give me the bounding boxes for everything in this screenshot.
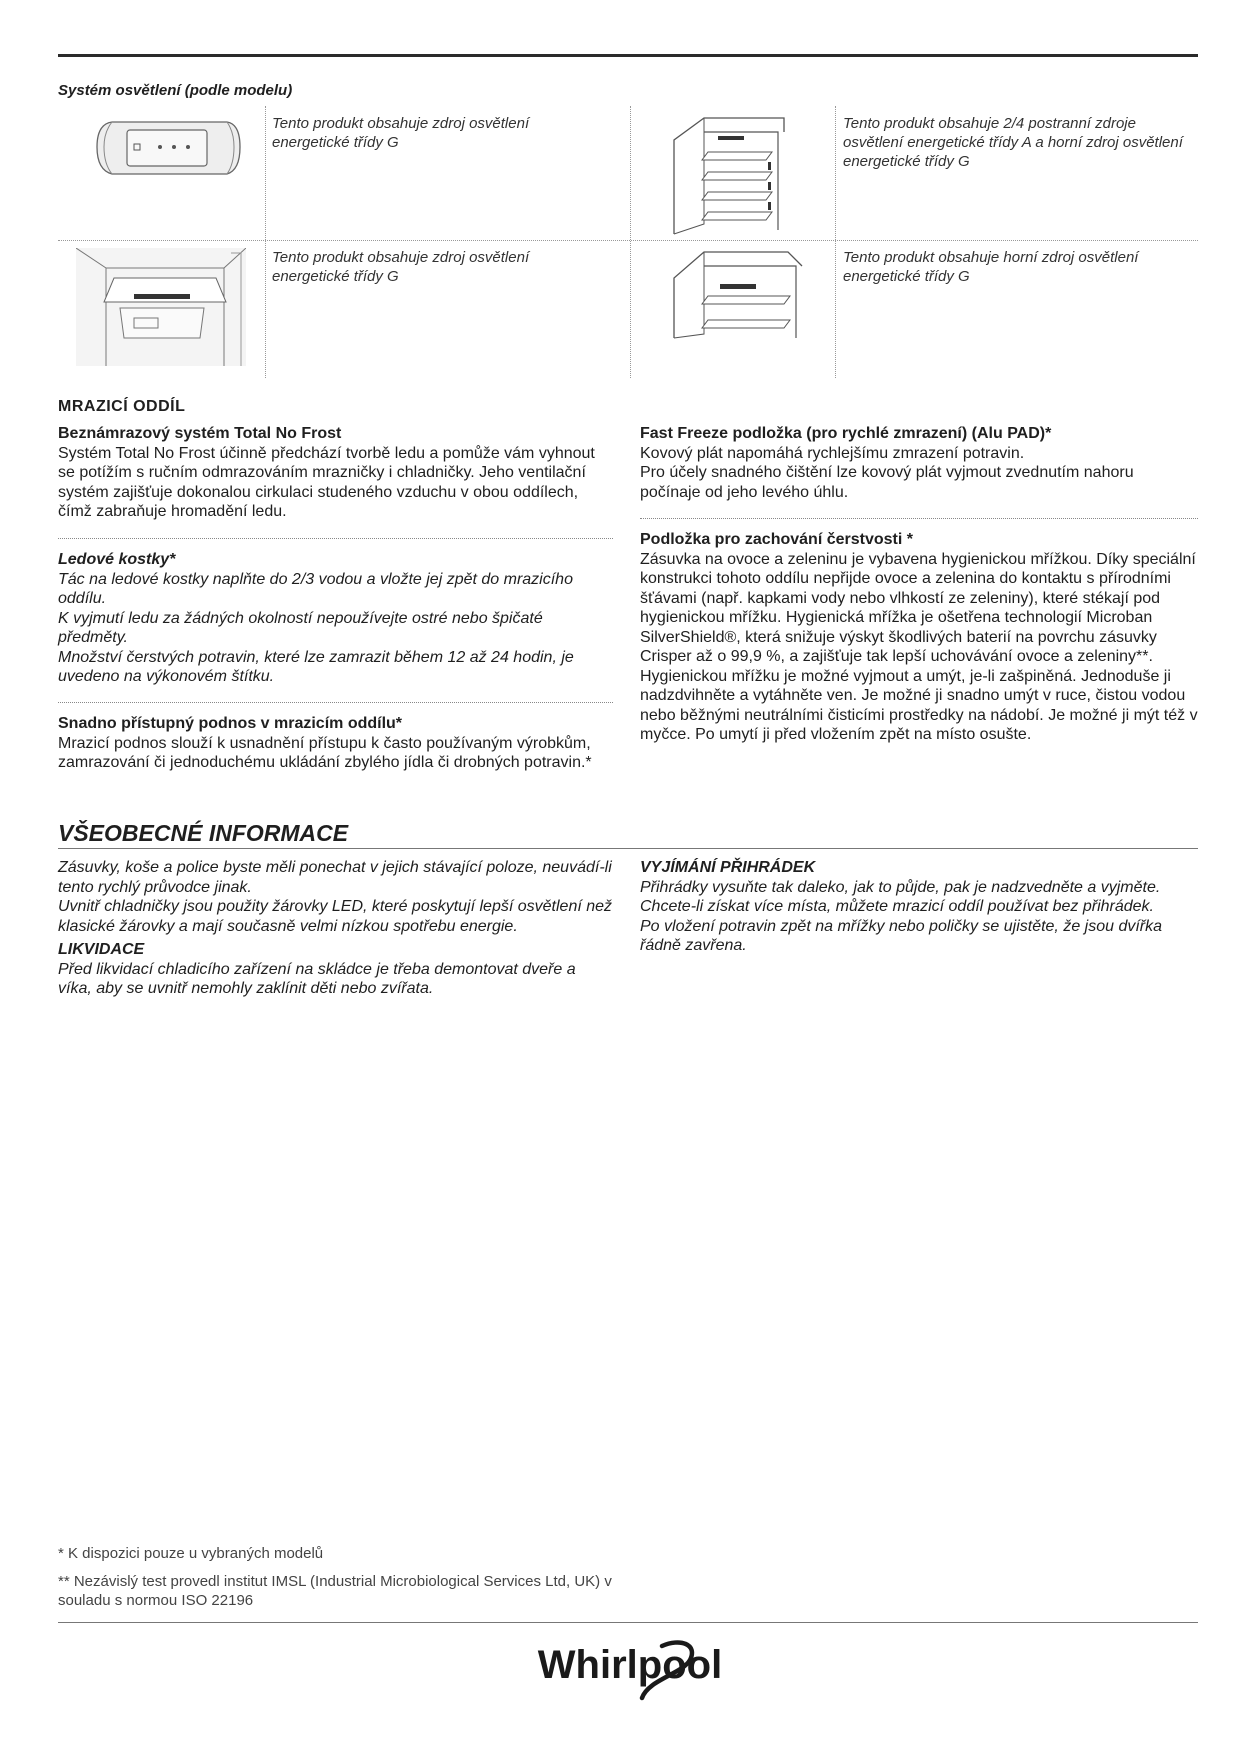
top-rule <box>58 54 1198 57</box>
grid-divider <box>630 106 631 378</box>
grid-divider <box>265 106 266 378</box>
lighting-title: Systém osvětlení (podle modelu) <box>58 82 293 99</box>
footnote-2: ** Nezávislý test provedl institut IMSL (Industrial Microbiological Services Ltd, UK) v souladu s normou ISO 22196 <box>58 1573 612 1609</box>
general-text: Zásuvky, koše a police byste měli ponechat v jejich stávající poloze, neuvádí-li tento rychlý průvodce jinak. <box>58 859 612 896</box>
grid-divider <box>835 106 836 378</box>
section-divider <box>58 702 613 703</box>
removal-text: Přihrádky vysuňte tak daleko, jak to půjde, pak je nadzvedněte a vyjměte. <box>640 878 1161 896</box>
freezer-heading: MRAZICÍ ODDÍL <box>58 398 186 415</box>
lighting-cell-3: Tento produkt obsahuje zdroj osvětlení energetické třídy G <box>272 249 530 285</box>
nofrost-title: Beznámrazový systém Total No Frost <box>58 425 342 442</box>
footnote-1: * K dispozici pouze u vybraných modelů <box>58 1545 324 1562</box>
pad-text: Pro účely snadného čištění lze kovový plát vyjmout zvednutím nahoru počínaje od jeho levého úhlu. <box>640 464 1134 501</box>
light-unit-illustration <box>92 112 242 182</box>
lighting-cell-1: Tento produkt obsahuje zdroj osvětlení energetické třídy G <box>272 115 530 151</box>
freezer-top-light-illustration <box>76 248 246 366</box>
nofrost-text: Systém Total No Frost účinně předchází tvorbě ledu a pomůže vám vyhnout se potížím s ručním odmrazováním mrazničky i chladničky. Jeho ventilační systém zajišťuje dokonalou cirkulaci studeného vzduchu v obou oddílech, čímž zabraňuje hromadění ledu. <box>58 444 595 520</box>
grid-divider <box>58 240 1198 241</box>
fresh-section <box>640 530 1198 745</box>
ice-text: Množství čerstvých potravin, které lze zamrazit během 12 až 24 hodin, je uvedeno na výkonovém štítku. <box>58 648 574 685</box>
pad-section <box>640 424 1198 502</box>
fridge-side-lights-illustration <box>668 112 792 236</box>
fresh-text: Zásuvka na ovoce a zeleninu je vybavena hygienickou mřížkou. Díky speciální konstrukci tohoto oddílu nepřijde ovoce a zelenina do kontaktu s přírodními šťávami (např. kapkami vody nebo vlhkostí ze zeleniny), které stékají pod hygienickou mřížku. Hygienická mřížka je ošetřena technologií Microban SilverShield®, která snižuje výskyt škodlivých baterií na povrchu zásuvky Crisper až o 99,9 %, a zajišťuje tak lepší uchovávání ovoce a zeleniny**. Hygienickou mřížku je možné vyjmout a umýt, je-li zašpiněná. Jednoduše ji nadzdvihněte a vytáhněte ven. Je možné ji snadno umýt v ruce, čistou vodou nebo běžnými neutrálními čisticími prostředky na nádobí. Je možné ji mýt též v myčce. Po umytí ji před vložením zpět na místo osušte. <box>640 550 1198 743</box>
lighting-cell-2: Tento produkt obsahuje 2/4 postranní zdroje osvětlení energetické třídy A a horní zdroj osvětlení energetické třídy G <box>843 115 1183 170</box>
general-text: Uvnitř chladničky jsou použity žárovky LED, které poskytují lepší osvětlení než klasické žárovky a mají současně velmi nízkou spotřebu energie. <box>58 898 613 935</box>
pad-text: Kovový plát napomáhá rychlejšímu zmrazení potravin. <box>640 444 1025 462</box>
pad-title: Fast Freeze podložka (pro rychlé zmrazení) (Alu PAD)* <box>640 425 1052 442</box>
removal-title: VYJÍMÁNÍ PŘIHRÁDEK <box>640 859 816 876</box>
ice-title: Ledové kostky* <box>58 551 176 568</box>
general-left <box>58 858 613 999</box>
tray-section <box>58 714 613 773</box>
section-divider <box>640 518 1198 519</box>
removal-text: Chcete-li získat více místa, můžete mrazicí oddíl používat bez přihrádek. <box>640 898 1154 915</box>
whirlpool-logo <box>530 1632 730 1704</box>
ice-section <box>58 550 613 687</box>
general-rule <box>58 848 1198 849</box>
nofrost-section <box>58 424 613 522</box>
footer-rule <box>58 1622 1198 1623</box>
fridge-top-light-illustration <box>668 248 808 340</box>
disposal-title: LIKVIDACE <box>58 941 145 958</box>
fresh-title: Podložka pro zachování čerstvosti * <box>640 531 913 548</box>
general-heading: VŠEOBECNÉ INFORMACE <box>58 820 349 846</box>
tray-title: Snadno přístupný podnos v mrazicím oddílu* <box>58 715 403 732</box>
removal-text: Po vložení potravin zpět na mřížky nebo poličky se ujistěte, že jsou dvířka řádně zavřena. <box>640 917 1163 954</box>
disposal-text: Před likvidací chladicího zařízení na skládce je třeba demontovat dveře a víka, aby se uvnitř nemohly zaklínit děti nebo zvířata. <box>58 960 576 997</box>
lighting-cell-4: Tento produkt obsahuje horní zdroj osvětlení energetické třídy G <box>843 249 1139 285</box>
section-divider <box>58 538 613 539</box>
tray-text: Mrazicí podnos slouží k usnadnění přístupu k často používaným výrobkům, zamrazování či jednoduchému ukládání zbylého jídla či drobných potravin.* <box>58 734 592 771</box>
general-right <box>640 858 1198 956</box>
ice-text: Tác na ledové kostky naplňte do 2/3 vodou a vložte jej zpět do mrazicího oddílu. <box>58 570 573 607</box>
brand-wordmark: Whirlpool <box>537 1643 723 1687</box>
ice-text: K vyjmutí ledu za žádných okolností nepoužívejte ostré nebo špičaté předměty. <box>58 609 543 646</box>
